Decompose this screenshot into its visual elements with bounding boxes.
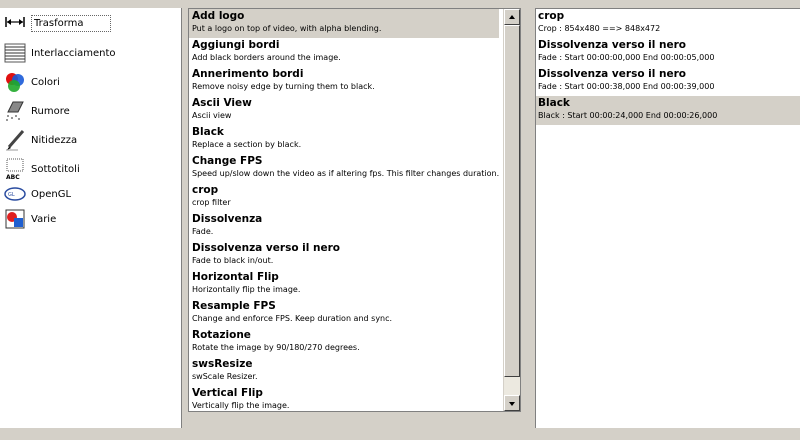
filter-description: Rotate the image by 90/180/270 degrees. [192,343,360,352]
filter-description: Fade to black in/out. [192,256,274,265]
filter-title: Black [192,126,224,138]
filter-item-ascii-view[interactable] [189,96,499,125]
subtitle-abc-icon [4,158,26,180]
svg-text:GL: GL [8,192,15,198]
category-label: OpenGL [31,188,72,200]
filter-description: Horizontally flip the image. [192,285,301,294]
filter-item-resample-fps[interactable] [189,299,499,328]
active-filter-title: Black [538,97,570,109]
category-label: Rumore [31,105,70,117]
category-nitidezza[interactable] [4,129,77,151]
interlace-lines-icon [4,42,26,64]
filter-description: crop filter [192,198,231,207]
filter-description: Put a logo on top of video, with alpha blending. [192,24,382,33]
category-trasforma[interactable] [4,12,111,34]
filter-title: Add logo [192,10,245,22]
active-filter-item[interactable] [536,38,800,67]
filter-title: Annerimento bordi [192,68,304,80]
filter-description: Replace a section by black. [192,140,302,149]
active-filter-description: Fade : Start 00:00:00,000 End 00:00:05,000 [538,53,715,62]
category-label: Nitidezza [31,134,78,146]
filter-title: Rotazione [192,329,251,341]
filter-title: Resample FPS [192,300,276,312]
arrow-up-icon [509,15,515,19]
filter-title: Vertical Flip [192,387,263,399]
active-filter-description: Fade : Start 00:00:38,000 End 00:00:39,000 [538,82,715,91]
opengl-logo-icon [4,183,26,205]
category-label: Colori [31,76,60,88]
filter-description: Ascii view [192,111,232,120]
filter-item-crop[interactable] [189,183,499,212]
sharpen-pencil-icon [4,129,26,151]
svg-text:ABC: ABC [6,174,20,180]
filter-title: Change FPS [192,155,263,167]
filter-description: swScale Resizer. [192,372,258,381]
filter-title: crop [192,184,219,196]
category-varie[interactable] [4,208,56,230]
category-opengl[interactable] [4,183,71,205]
filters-scrollbar[interactable] [503,9,520,411]
filter-description: Add black borders around the image. [192,53,341,62]
available-filters-list[interactable] [188,8,521,412]
category-colori[interactable] [4,71,60,93]
active-filter-item[interactable] [536,67,800,96]
active-filters-list[interactable] [535,8,800,430]
filter-item-horizontal-flip[interactable] [189,270,499,299]
active-filter-title: Dissolvenza verso il nero [538,39,687,51]
window-bottom-strip [0,428,800,440]
scrollbar-thumb[interactable] [504,25,520,377]
color-circles-icon [4,71,26,93]
resize-arrows-icon [4,12,26,34]
category-label: Varie [31,213,57,225]
scroll-up-button[interactable] [504,9,520,25]
filter-description: Remove noisy edge by turning them to black. [192,82,375,91]
filter-item-add-logo[interactable] [189,9,499,38]
category-label: Trasforma [31,15,111,32]
misc-shapes-icon [4,208,26,230]
filter-description: Speed up/slow down the video as if altering fps. This filter changes duration. [192,169,499,178]
filter-item-dissolvenza[interactable] [189,212,499,241]
filter-description: Change and enforce FPS. Keep duration and sync. [192,314,393,323]
active-filter-title: crop [538,10,565,22]
window-top-strip [0,0,800,6]
filter-title: swsResize [192,358,253,370]
filter-title: Dissolvenza verso il nero [192,242,341,254]
filter-item-aggiungi-bordi[interactable] [189,38,499,67]
arrow-down-icon [509,402,515,406]
scroll-down-button[interactable] [504,395,520,411]
category-interlacciamento[interactable] [4,42,116,64]
category-label: Interlacciamento [31,47,116,59]
category-label: Sottotitoli [31,163,80,175]
active-filter-description: Crop : 854x480 ==> 848x472 [538,24,661,33]
filter-item-change-fps[interactable] [189,154,499,183]
active-filter-item[interactable] [536,96,800,125]
filter-item-rotazione[interactable] [189,328,499,357]
filter-title: Horizontal Flip [192,271,279,283]
filter-item-swsresize[interactable] [189,357,499,386]
active-filter-title: Dissolvenza verso il nero [538,68,687,80]
category-sottotitoli[interactable] [4,158,80,180]
filter-category-list[interactable] [0,8,182,428]
filter-item-vertical-flip[interactable] [189,386,499,412]
active-filter-item[interactable] [536,9,800,38]
filter-item-dissolvenza-verso-il-nero[interactable] [189,241,499,270]
filter-item-annerimento-bordi[interactable] [189,67,499,96]
filter-item-black[interactable] [189,125,499,154]
noise-eraser-icon [4,100,26,122]
category-rumore[interactable] [4,100,70,122]
filter-description: Fade. [192,227,214,236]
filter-description: Vertically flip the image. [192,401,290,410]
active-filter-description: Black : Start 00:00:24,000 End 00:00:26,000 [538,111,718,120]
filter-title: Ascii View [192,97,252,109]
filter-title: Dissolvenza [192,213,263,225]
filter-title: Aggiungi bordi [192,39,280,51]
